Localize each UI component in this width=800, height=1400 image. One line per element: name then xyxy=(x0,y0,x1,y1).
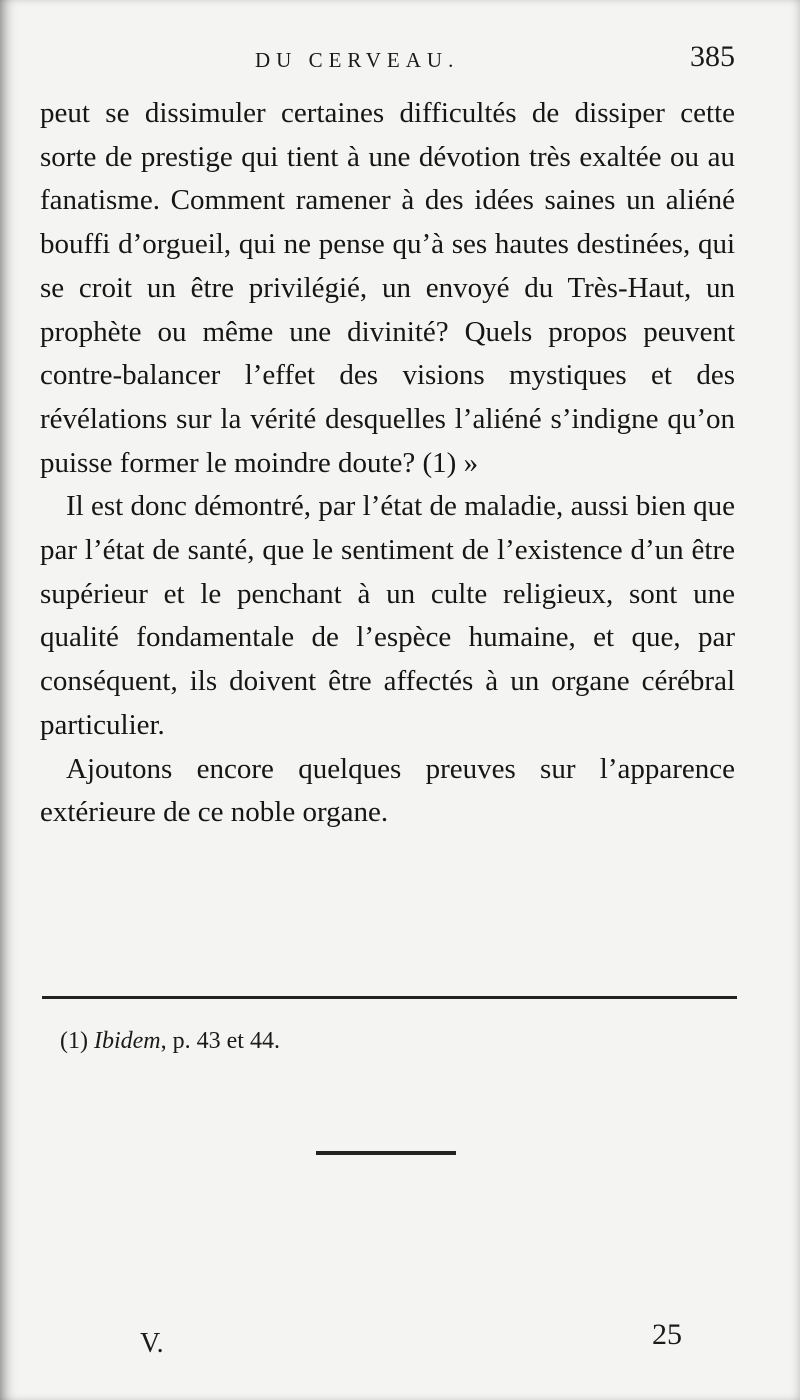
running-head: DU CERVEAU. xyxy=(255,48,460,72)
footnote-pages: , p. 43 et 44. xyxy=(160,1028,280,1054)
paragraph-transition: Ajoutons encore quelques preuves sur l’apparence extérieure de ce noble organe. xyxy=(40,752,735,829)
footnote-marker: (1) xyxy=(60,1028,88,1054)
page-header xyxy=(40,40,735,80)
footnote-source: Ibidem xyxy=(93,1028,161,1054)
end-rule xyxy=(316,1151,456,1155)
footnote xyxy=(60,1028,280,1055)
footnote-rule xyxy=(42,996,737,999)
gathering-number: 25 xyxy=(652,1318,682,1351)
paragraph-quote-end: peut se dissimuler certaines difficultés de dissiper cette sorte de prestige qui tient à une dévotion très exaltée ou au fanatisme. Comment ramener à des idées saines un aliéné bouffi d’orgueil, qui ne pense qu’à ses hautes destinées, qui se croit un être privilégié, un envoyé du Très-Haut, un prophète ou même une divinité? Quels propos peuvent contre-balancer l’effet des visions mystiques et des révélations sur la vérité desquelles l’aliéné s’indigne qu’on puisse former le moindre doute? (1) » xyxy=(40,97,735,479)
signature-mark: V. xyxy=(140,1328,164,1359)
paragraph-conclusion: Il est donc démontré, par l’état de maladie, aussi bien que par l’état de santé, que le sentiment de l’existence d’un être supérieur et le penchant à un culte religieux, sont une qualité fondamentale de l’espèce humaine, et que, par conséquent, ils doivent être affectés à un organe cérébral particulier. xyxy=(40,490,735,741)
body-text xyxy=(40,92,735,835)
page-number: 385 xyxy=(690,40,735,73)
